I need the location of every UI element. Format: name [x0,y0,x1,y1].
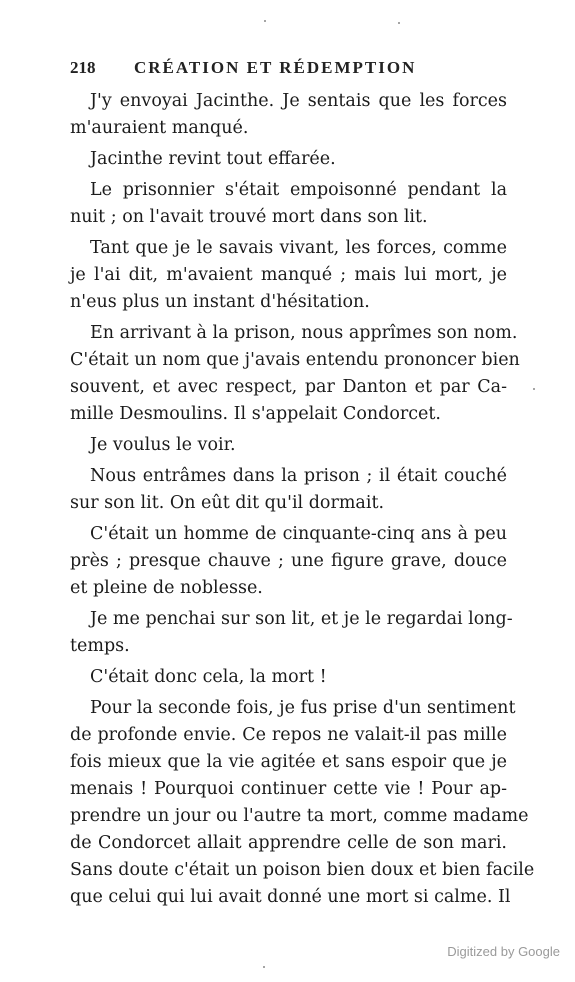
paragraph [70,606,513,660]
text-line: de Condorcet allait apprendre celle de son mari. [70,833,507,853]
paragraph [70,320,520,428]
text-line: sur son lit. On eût dit qu'il dormait. [70,493,385,513]
text-line: Nous entrâmes dans la prison ; il était couché [90,466,507,486]
text-line: C'était un nom que j'avais entendu prononcer bien [70,350,520,370]
paragraph [70,432,507,459]
text-line: et pleine de noblesse. [70,578,263,598]
text-line: de profonde envie. Ce repos ne valait-il pas mille [70,725,507,745]
text-line: menais ! Pourquoi continuer cette vie ! Pour ap- [70,779,507,799]
paragraph [70,463,507,517]
digitized-watermark: Digitized by Google [447,944,560,959]
paragraph [70,177,507,231]
paragraph [70,695,535,911]
text-line: Je me penchai sur son lit, et je le regardai long- [90,609,513,629]
text-line: mille Desmoulins. Il s'appelait Condorcet. [70,404,441,424]
scan-speck [398,22,400,24]
text-line: temps. [70,636,130,656]
text-line: n'eus plus un instant d'hésitation. [70,292,370,312]
paragraph [70,146,507,173]
running-title: CRÉATION ET RÉDEMPTION [134,58,417,77]
text-line: Jacinthe revint tout effarée. [90,149,336,169]
paragraph [70,235,507,316]
running-header [70,58,510,82]
text-line: En arrivant à la prison, nous apprîmes son nom. [90,323,518,343]
text-line: fois mieux que la vie agitée et sans espoir que je [70,752,507,772]
text-line: souvent, et avec respect, par Danton et par Ca- [70,377,507,397]
paragraph [70,664,507,691]
text-line: C'était un homme de cinquante-cinq ans à peu [90,524,507,544]
text-line: près ; presque chauve ; une figure grave, douce [70,551,507,571]
page-number: 218 [70,58,96,77]
text-line: Le prisonnier s'était empoisonné pendant la [90,180,507,200]
paragraph [70,88,507,142]
text-line: Pour la seconde fois, je fus prise d'un sentiment [90,698,516,718]
text-line: nuit ; on l'avait trouvé mort dans son lit. [70,207,428,227]
text-line: J'y envoyai Jacinthe. Je sentais que les forces [90,91,507,111]
text-line: Tant que je le savais vivant, les forces, comme [90,238,507,258]
text-line: je l'ai dit, m'avaient manqué ; mais lui mort, je [70,265,507,285]
text-line: prendre un jour ou l'autre ta mort, comme madame [70,806,529,826]
text-line: Sans doute c'était un poison bien doux et bien facile [70,860,535,880]
page-body [70,88,535,915]
paragraph [70,521,507,602]
scan-speck [264,20,266,22]
scan-speck [533,388,535,390]
text-line: Je voulus le voir. [90,435,236,455]
text-line: C'était donc cela, la mort ! [90,667,327,687]
text-line: que celui qui lui avait donné une mort si calme. Il [70,887,511,907]
scan-speck [263,966,265,968]
text-line: m'auraient manqué. [70,118,249,138]
